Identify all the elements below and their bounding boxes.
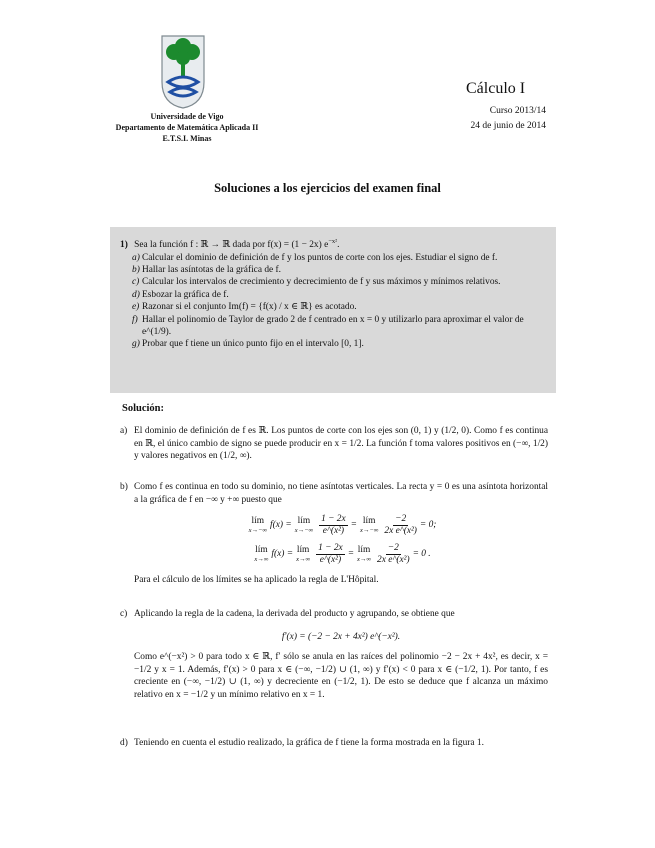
limit-function: f(x) = <box>270 520 292 531</box>
school-name: E.T.S.I. Minas <box>162 134 212 143</box>
solution-text: Como f es continua en todo su dominio, no tiene asíntotas verticales. La recta y = 0 es una asíntota horizontal a la gráfica de f en −∞ y +∞ puesto que <box>134 482 548 505</box>
problem-statement: 1) Sea la función f : ℝ → ℝ dada por f(x) = (1 − 2x) $e^{-x^2}$. <box>120 238 340 251</box>
item-text: Probar que f tiene un único punto fijo en el intervalo [0, 1]. <box>142 339 364 350</box>
item-text: Esbozar la gráfica de f. <box>142 289 229 300</box>
limit-symbol: lím <box>362 515 376 526</box>
fraction-denominator: e^(x²) <box>322 526 345 537</box>
item-text: Hallar el polinomio de Taylor de grado 2 de f centrado en x = 0 y utilizarlo para aproximar el valor de e^(1/9). <box>142 314 524 337</box>
item-text: Calcular el dominio de definición de f y los puntos de corte con los ejes. Estudiar el signo de f. <box>142 252 498 263</box>
item-label: b) <box>132 264 140 275</box>
exam-date: 24 de junio de 2014 <box>470 121 546 131</box>
problem-item <box>120 276 538 288</box>
limit-symbol: lím <box>251 515 265 526</box>
limit-under: x→−∞ <box>294 526 314 534</box>
limit-symbol: lím <box>357 544 371 555</box>
solution-heading: Solución: <box>122 403 165 414</box>
problem-item <box>120 289 538 301</box>
item-label: f) <box>132 314 138 325</box>
university-logo <box>160 34 206 110</box>
item-label: c) <box>132 277 140 288</box>
item-label: g) <box>132 339 140 350</box>
limit-under: x→∞ <box>357 555 372 563</box>
course-year: Curso 2013/14 <box>489 106 546 116</box>
limit-function: f(x) = <box>271 549 294 560</box>
limit-symbol: lím <box>255 544 268 555</box>
solution-b <box>120 481 548 587</box>
limit-symbol: lím <box>297 515 311 526</box>
item-label: a) <box>132 252 140 263</box>
fraction-numerator: 1 − 2x <box>318 543 343 554</box>
limit-under: x→−∞ <box>359 526 379 534</box>
item-text: Calcular los intervalos de crecimiento y decrecimiento de f y sus máximos y mínimos relativos. <box>142 277 501 288</box>
solution-label: a) <box>120 426 128 436</box>
solution-a <box>120 425 548 463</box>
solution-note: Para el cálculo de los límites se ha aplicado la regla de L'Hôpital. <box>134 575 379 586</box>
course-title: Cálculo I <box>466 80 526 97</box>
institution-block <box>92 111 282 144</box>
problem-statement-exponent: −x² <box>328 238 338 245</box>
problem-box <box>110 227 556 393</box>
solution-text: Aplicando la regla de la cadena, la derivada del producto y agrupando, se obtiene que <box>134 609 455 619</box>
limit-under: x→∞ <box>296 555 311 563</box>
problem-number: 1) <box>120 240 128 251</box>
fraction-denominator: 2x e^(x²) <box>377 555 410 566</box>
fraction-numerator: 1 − 2x <box>321 514 346 525</box>
department-name: Departamento de Matemática Aplicada II <box>115 123 259 132</box>
derivative-formula: f′(x) = (−2 − 2x + 4x²) e^(−x²). <box>281 631 401 642</box>
university-name: Universidade de Vigo <box>150 112 224 121</box>
fraction-numerator: −2 <box>387 543 399 554</box>
problem-item <box>120 264 538 276</box>
limit-under: x→−∞ <box>248 526 267 534</box>
problem-item <box>120 301 538 313</box>
fraction-numerator: −2 <box>395 514 407 525</box>
problem-statement-text: Sea la función f : ℝ → ℝ dada por f(x) = (1 − 2x) e <box>134 240 329 251</box>
limit-result: = 0 . <box>412 549 431 560</box>
fraction-denominator: e^(x²) <box>319 555 342 566</box>
solution-text-2: Como e^(−x²) > 0 para todo x ∈ ℝ, f′ sólo se anula en las raíces del polinomio −2 − 2x + 4x², es decir, x = −1/2 y x = 1. Además, f′(x) > 0 para x ∈ (−∞, −1/2) ∪ (1, ∞) y f′(x) < 0 para x ∈ (−1/2, 1). Por tanto, f es creciente en (−∞, −1/2) ∪ (1, ∞) y decreciente en (−1/2, 1). De esto se deduce que f alcanza un máximo relativo en x = −1/2 y un mínimo relativo en x = 1. <box>134 652 548 700</box>
page-title: Soluciones a los ejercicios del examen final <box>214 181 441 195</box>
solution-label: c) <box>120 609 128 619</box>
problem-items <box>120 252 538 351</box>
fraction-denominator: 2x e^(x²) <box>384 526 417 537</box>
item-label: d) <box>132 289 140 300</box>
solution-text: El dominio de definición de f es ℝ. Los puntos de corte con los ejes son (0, 1) y (1/2, 0). Como f es continua en ℝ, el único cambio de signo se puede producir en x = 1/2. La función f toma valores positivos en (−∞, 1/2) y valores negativos en (1/2, ∞). <box>134 426 548 462</box>
course-meta <box>466 104 546 134</box>
limit-result: = 0; <box>419 520 437 531</box>
solution-label: b) <box>120 482 128 492</box>
problem-item <box>120 314 538 339</box>
limit-plus-infinity: lím x→∞ f(x) = lím x→∞ $\frac{1 - 2x}{\text{e\textasciicircum{}(x²)}}$ = lím x→∞ $\frac{-2}{\text{2x e\textasciicircum{}(x²)}}$ = 0 . <box>254 543 431 566</box>
solution-d <box>120 737 548 750</box>
item-text: Hallar las asíntotas de la gráfica de f. <box>142 264 281 275</box>
solution-label: d) <box>120 738 128 748</box>
solution-text: Teniendo en cuenta el estudio realizado, la gráfica de f tiene la forma mostrada en la figura 1. <box>134 738 484 748</box>
limit-minus-infinity: lím x→−∞ f(x) = lím x→−∞ $\frac{1 - 2x}{\text{e\textasciicircum{}(x²)}}$ = lím x→−∞ $\frac{-2}{\text{2x e\textasciicircum{}(x²)}}$ = 0; <box>248 514 437 537</box>
limit-symbol: lím <box>296 544 310 555</box>
item-label: e) <box>132 302 140 313</box>
item-text: Razonar si el conjunto Im(f) = {f(x) / x ∈ ℝ} es acotado. <box>142 302 357 313</box>
problem-item <box>120 252 538 264</box>
limit-under: x→∞ <box>254 555 269 563</box>
solution-c <box>120 608 548 702</box>
problem-item <box>120 338 538 350</box>
